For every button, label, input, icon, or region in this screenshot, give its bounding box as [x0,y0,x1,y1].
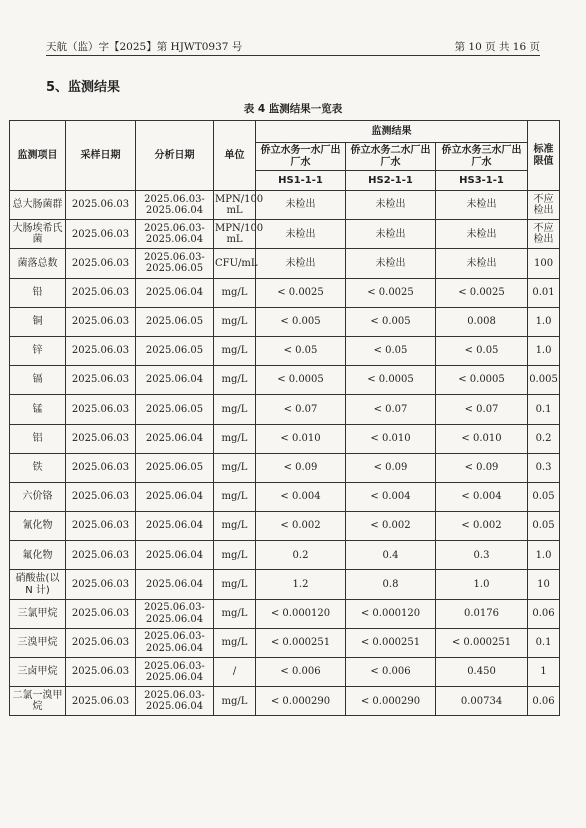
col-header-limit: 标准限值 [528,121,560,191]
cell-item: 镉 [10,366,66,395]
cell-result-1: 未检出 [256,191,346,220]
cell-unit: / [214,658,256,687]
cell-unit: mg/L [214,453,256,482]
cell-limit: 1.0 [528,336,560,365]
cell-item: 六价铬 [10,482,66,511]
cell-result-2: < 0.005 [346,307,436,336]
cell-sample-date: 2025.06.03 [66,482,136,511]
cell-result-2: 未检出 [346,220,436,249]
cell-result-1: < 0.0005 [256,366,346,395]
cell-item: 锌 [10,336,66,365]
cell-result-3: < 0.000251 [436,628,528,657]
cell-result-3: 1.0 [436,570,528,599]
cell-unit: mg/L [214,599,256,628]
cell-result-3: < 0.004 [436,482,528,511]
cell-item: 二氯一溴甲烷 [10,687,66,716]
cell-result-2: < 0.010 [346,424,436,453]
cell-limit: 100 [528,249,560,278]
table-row [10,278,560,307]
results-table-body [10,191,560,716]
col-header-code-2: HS2-1-1 [346,171,436,191]
table-row [10,191,560,220]
cell-sample-date: 2025.06.03 [66,249,136,278]
col-header-analysis-date: 分析日期 [136,121,214,191]
table-row [10,336,560,365]
cell-limit: 不应检出 [528,220,560,249]
table-caption: 表 4 监测结果一览表 [243,103,343,115]
cell-item: 三卤甲烷 [10,658,66,687]
cell-result-2: 0.8 [346,570,436,599]
section-title: 5、监测结果 [46,80,121,95]
cell-sample-date: 2025.06.03 [66,424,136,453]
cell-analysis-date: 2025.06.04 [136,278,214,307]
cell-result-3: 未检出 [436,249,528,278]
cell-sample-date: 2025.06.03 [66,336,136,365]
cell-item: 大肠埃希氏菌 [10,220,66,249]
cell-result-2: < 0.0005 [346,366,436,395]
cell-result-1: 1.2 [256,570,346,599]
cell-unit: mg/L [214,395,256,424]
cell-result-1: < 0.004 [256,482,346,511]
cell-unit: mg/L [214,366,256,395]
cell-result-2: < 0.05 [346,336,436,365]
report-number: 天航（监）字【2025】第 HJWT0937 号 [46,41,243,53]
page-number: 第 10 页 共 16 页 [454,41,540,53]
cell-result-3: 未检出 [436,191,528,220]
cell-limit: 1.0 [528,307,560,336]
col-header-site-2: 侨立水务二水厂出厂水 [346,143,436,171]
cell-analysis-date: 2025.06.04 [136,512,214,541]
cell-result-3: < 0.07 [436,395,528,424]
cell-analysis-date: 2025.06.04 [136,570,214,599]
cell-limit: 0.05 [528,512,560,541]
cell-analysis-date: 2025.06.03-2025.06.04 [136,220,214,249]
cell-analysis-date: 2025.06.03-2025.06.04 [136,658,214,687]
cell-analysis-date: 2025.06.05 [136,336,214,365]
table-row [10,307,560,336]
cell-result-3: < 0.09 [436,453,528,482]
cell-result-1: < 0.006 [256,658,346,687]
cell-result-2: 未检出 [346,191,436,220]
cell-result-3: 0.450 [436,658,528,687]
table-row [10,366,560,395]
cell-sample-date: 2025.06.03 [66,541,136,570]
cell-item: 硝酸盐(以 N 计) [10,570,66,599]
cell-limit: 不应检出 [528,191,560,220]
cell-analysis-date: 2025.06.03-2025.06.04 [136,599,214,628]
cell-result-1: < 0.010 [256,424,346,453]
cell-sample-date: 2025.06.03 [66,395,136,424]
cell-item: 锰 [10,395,66,424]
cell-analysis-date: 2025.06.03-2025.06.04 [136,687,214,716]
header-divider [46,55,540,56]
cell-analysis-date: 2025.06.04 [136,366,214,395]
table-row [10,395,560,424]
cell-analysis-date: 2025.06.05 [136,453,214,482]
cell-result-1: < 0.05 [256,336,346,365]
cell-analysis-date: 2025.06.03-2025.06.04 [136,191,214,220]
cell-limit: 0.005 [528,366,560,395]
table-row [10,628,560,657]
cell-result-2: < 0.000120 [346,599,436,628]
cell-limit: 0.1 [528,395,560,424]
table-row [10,482,560,511]
cell-sample-date: 2025.06.03 [66,658,136,687]
cell-sample-date: 2025.06.03 [66,512,136,541]
cell-result-2: < 0.09 [346,453,436,482]
cell-limit: 0.05 [528,482,560,511]
cell-limit: 0.3 [528,453,560,482]
cell-limit: 1.0 [528,541,560,570]
col-header-code-3: HS3-1-1 [436,171,528,191]
cell-analysis-date: 2025.06.05 [136,395,214,424]
cell-item: 三氯甲烷 [10,599,66,628]
cell-limit: 0.01 [528,278,560,307]
cell-result-2: < 0.002 [346,512,436,541]
cell-unit: mg/L [214,687,256,716]
cell-limit: 1 [528,658,560,687]
table-row [10,541,560,570]
cell-unit: mg/L [214,512,256,541]
cell-item: 铜 [10,307,66,336]
cell-item: 三溴甲烷 [10,628,66,657]
col-header-item: 监测项目 [10,121,66,191]
cell-unit: CFU/mL [214,249,256,278]
cell-result-2: 0.4 [346,541,436,570]
cell-sample-date: 2025.06.03 [66,599,136,628]
cell-limit: 10 [528,570,560,599]
cell-result-1: < 0.07 [256,395,346,424]
cell-result-3: 0.00734 [436,687,528,716]
col-header-site-1: 侨立水务一水厂出厂水 [256,143,346,171]
cell-limit: 0.06 [528,687,560,716]
cell-analysis-date: 2025.06.03-2025.06.05 [136,249,214,278]
cell-sample-date: 2025.06.03 [66,570,136,599]
results-table [9,120,560,716]
cell-result-2: < 0.0025 [346,278,436,307]
cell-analysis-date: 2025.06.04 [136,541,214,570]
table-row [10,249,560,278]
cell-sample-date: 2025.06.03 [66,191,136,220]
table-row [10,512,560,541]
cell-result-1: < 0.000290 [256,687,346,716]
cell-item: 氰化物 [10,512,66,541]
cell-result-3: 0.3 [436,541,528,570]
cell-sample-date: 2025.06.03 [66,628,136,657]
cell-result-2: < 0.006 [346,658,436,687]
cell-result-3: < 0.002 [436,512,528,541]
cell-unit: MPN/100 mL [214,191,256,220]
cell-item: 铁 [10,453,66,482]
cell-result-1: < 0.09 [256,453,346,482]
table-row [10,424,560,453]
col-header-results: 监测结果 [256,121,528,143]
cell-analysis-date: 2025.06.04 [136,424,214,453]
cell-sample-date: 2025.06.03 [66,220,136,249]
cell-sample-date: 2025.06.03 [66,687,136,716]
cell-result-3: < 0.010 [436,424,528,453]
cell-result-2: < 0.004 [346,482,436,511]
cell-result-1: 未检出 [256,249,346,278]
cell-unit: mg/L [214,307,256,336]
cell-result-3: < 0.0025 [436,278,528,307]
cell-result-1: < 0.0025 [256,278,346,307]
table-row [10,599,560,628]
col-header-code-1: HS1-1-1 [256,171,346,191]
cell-result-3: 0.0176 [436,599,528,628]
cell-analysis-date: 2025.06.03-2025.06.04 [136,628,214,657]
cell-result-2: < 0.000251 [346,628,436,657]
table-row [10,658,560,687]
cell-sample-date: 2025.06.03 [66,366,136,395]
cell-sample-date: 2025.06.03 [66,307,136,336]
cell-result-2: < 0.07 [346,395,436,424]
cell-result-3: < 0.0005 [436,366,528,395]
cell-unit: mg/L [214,628,256,657]
table-row [10,570,560,599]
cell-result-1: < 0.005 [256,307,346,336]
cell-result-1: 0.2 [256,541,346,570]
cell-sample-date: 2025.06.03 [66,453,136,482]
cell-result-3: 0.008 [436,307,528,336]
cell-unit: mg/L [214,541,256,570]
cell-limit: 0.1 [528,628,560,657]
cell-item: 氟化物 [10,541,66,570]
cell-unit: mg/L [214,278,256,307]
cell-result-2: 未检出 [346,249,436,278]
col-header-unit: 单位 [214,121,256,191]
page-header [46,36,540,54]
cell-item: 菌落总数 [10,249,66,278]
cell-unit: mg/L [214,482,256,511]
cell-limit: 0.2 [528,424,560,453]
cell-item: 铝 [10,424,66,453]
col-header-sample-date: 采样日期 [66,121,136,191]
cell-limit: 0.06 [528,599,560,628]
table-row [10,220,560,249]
cell-item: 铅 [10,278,66,307]
table-row [10,453,560,482]
cell-result-1: 未检出 [256,220,346,249]
cell-analysis-date: 2025.06.05 [136,307,214,336]
cell-sample-date: 2025.06.03 [66,278,136,307]
table-row [10,687,560,716]
cell-unit: MPN/100 mL [214,220,256,249]
cell-item: 总大肠菌群 [10,191,66,220]
cell-result-3: < 0.05 [436,336,528,365]
cell-result-1: < 0.000120 [256,599,346,628]
cell-result-2: < 0.000290 [346,687,436,716]
cell-result-1: < 0.000251 [256,628,346,657]
cell-unit: mg/L [214,336,256,365]
cell-result-3: 未检出 [436,220,528,249]
col-header-site-3: 侨立水务三水厂出厂水 [436,143,528,171]
cell-unit: mg/L [214,424,256,453]
cell-analysis-date: 2025.06.04 [136,482,214,511]
cell-unit: mg/L [214,570,256,599]
cell-result-1: < 0.002 [256,512,346,541]
